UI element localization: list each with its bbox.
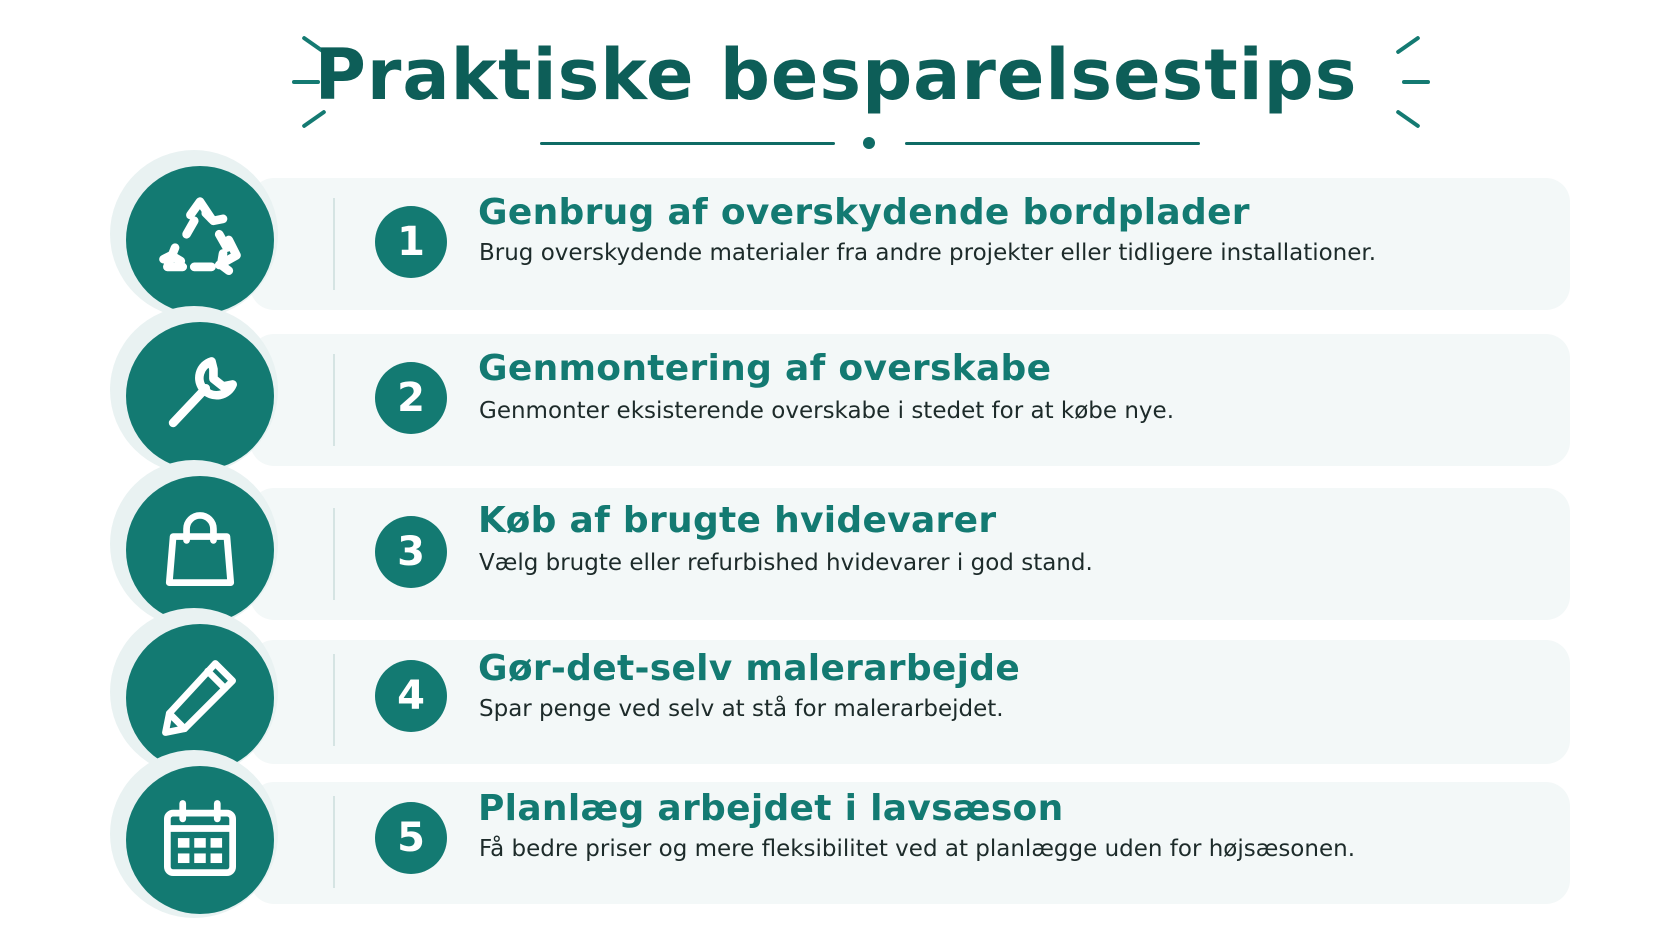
page-title: Praktiske besparelsestips (314, 34, 1358, 116)
tip-row (110, 618, 1570, 764)
calendar-icon (126, 766, 274, 914)
tip-description: Genmonter eksisterende overskabe i stedet for at købe nye. (479, 398, 1175, 424)
tip-description: Vælg brugte eller refurbished hvidevarer i god stand. (479, 550, 1093, 576)
step-number: 2 (375, 362, 447, 434)
step-number: 3 (375, 516, 447, 588)
wrench-icon (126, 322, 274, 470)
tip-row (110, 316, 1570, 462)
title-underline (540, 142, 1200, 146)
step-number: 4 (375, 660, 447, 732)
title-section (0, 0, 1672, 160)
step-number: 5 (375, 802, 447, 874)
tip-heading: Genbrug af overskydende bordplader (478, 192, 1250, 233)
tip-description: Spar penge ved selv at stå for malerarbejdet. (479, 696, 1004, 722)
shopping-bag-icon (126, 476, 274, 624)
tip-description: Brug overskydende materialer fra andre projekter eller tidligere installationer. (479, 240, 1377, 266)
tip-row (110, 760, 1570, 906)
tip-heading: Køb af brugte hvidevarer (478, 500, 997, 541)
tip-heading: Planlæg arbejdet i lavsæson (478, 788, 1064, 829)
tip-heading: Genmontering af overskabe (478, 348, 1052, 389)
tip-heading: Gør-det-selv malerarbejde (478, 648, 1021, 689)
step-number: 1 (375, 206, 447, 278)
recycle-icon (126, 166, 274, 314)
tip-row (110, 160, 1570, 306)
tip-row (110, 470, 1570, 616)
tip-description: Få bedre priser og mere fleksibilitet ved at planlægge uden for højsæsonen. (479, 836, 1355, 862)
